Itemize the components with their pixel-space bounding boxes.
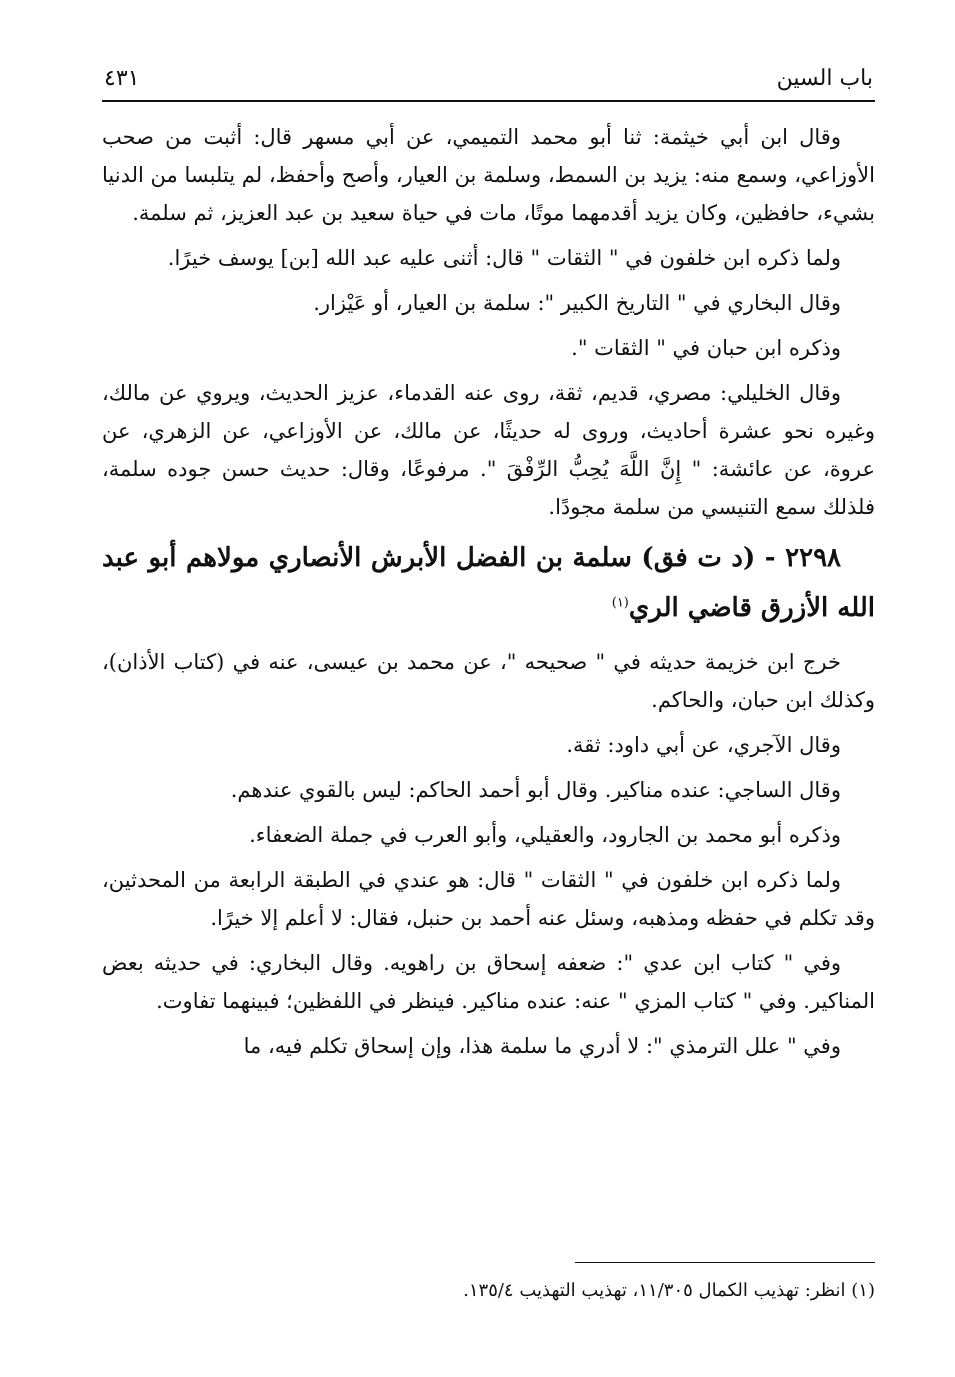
footnote-rule bbox=[575, 1262, 875, 1263]
paragraph-4: وذكره ابن حبان في " الثقات ". bbox=[571, 336, 841, 360]
paragraph-11: وفي " كتاب ابن عدي ": ضعفه إسحاق بن راهويه. وقال البخاري: في حديثه بعض المناكير. وفي " كتاب المزي " عنه: عنده مناكير. فينظر في اللفظين؛ فبينهما تفاوت. bbox=[102, 951, 875, 1013]
paragraph-5: وقال الخليلي: مصري، قديم، ثقة، روى عنه القدماء، عزيز الحديث، ويروي عن مالك، وغيره نحو عشرة أحاديث، وروى له حديثًا، عن مالك، عن الأوزاعي، عن الزهري، عن عروة، عن عائشة: " إِنَّ اللَّهَ يُحِبُّ الرِّفْقَ ". مرفوعًا، وقال: حديث حسن جوده سلمة، فلذلك سمع التنيسي من سلمة مجودًا. bbox=[102, 381, 875, 519]
paragraph-2: ولما ذكره ابن خلفون في " الثقات " قال: أثنى عليه عبد الله [بن] يوسف خيرًا. bbox=[167, 246, 841, 270]
paragraph-12: وفي " علل الترمذي ": لا أدري ما سلمة هذا، وإن إسحاق تكلم فيه، ما bbox=[243, 1034, 841, 1058]
entry-heading bbox=[102, 533, 875, 633]
paragraph-7: وقال الآجري، عن أبي داود: ثقة. bbox=[566, 733, 841, 757]
paragraph-8: وقال الساجي: عنده مناكير. وقال أبو أحمد الحاكم: ليس بالقوي عندهم. bbox=[230, 778, 841, 802]
paragraph-1: وقال ابن أبي خيثمة: ثنا أبو محمد التميمي، عن أبي مسهر قال: أثبت من صحب الأوزاعي، وسمع منه: يزيد بن السمط، وسلمة بن العيار، وأصح وأحفظ، لم يتلبسا من الدنيا بشيء، حافظين، وكان يزيد أقدمهما موتًا، مات في حياة سعيد بن عبد العزيز، ثم سلمة. bbox=[102, 125, 875, 225]
paragraph-3: وقال البخاري في " التاريخ الكبير ": سلمة بن العيار، أو عَيْزار. bbox=[313, 291, 841, 315]
entry-heading-text: ٢٢٩٨ - (د ت فق) سلمة بن الفضل الأبرش الأنصاري مولاهم أبو عبد الله الأزرق قاضي الري bbox=[102, 543, 875, 623]
running-head bbox=[102, 54, 875, 102]
page-number: ٤٣١ bbox=[104, 66, 140, 91]
body-text bbox=[102, 118, 875, 1065]
paragraph-9: وذكره أبو محمد بن الجارود، والعقيلي، وأبو العرب في جملة الضعفاء. bbox=[249, 823, 841, 847]
paragraph-10: ولما ذكره ابن خلفون في " الثقات " قال: هو عندي في الطبقة الرابعة من المحدثين، وقد تكلم في حفظه ومذهبه، وسئل عنه أحمد بن حنبل، فقال: لا أعلم إلا خيرًا. bbox=[102, 868, 875, 930]
chapter-title: باب السين bbox=[776, 66, 873, 91]
footnote-marker: (١) bbox=[611, 595, 629, 611]
footnote: (١) انظر: تهذيب الكمال ١١/٣٠٥، تهذيب التهذيب ١٣٥/٤. bbox=[463, 1280, 875, 1301]
paragraph-6: خرج ابن خزيمة حديثه في " صحيحه "، عن محمد بن عيسى، عنه في (كتاب الأذان)، وكذلك ابن حبان، والحاكم. bbox=[102, 650, 875, 712]
